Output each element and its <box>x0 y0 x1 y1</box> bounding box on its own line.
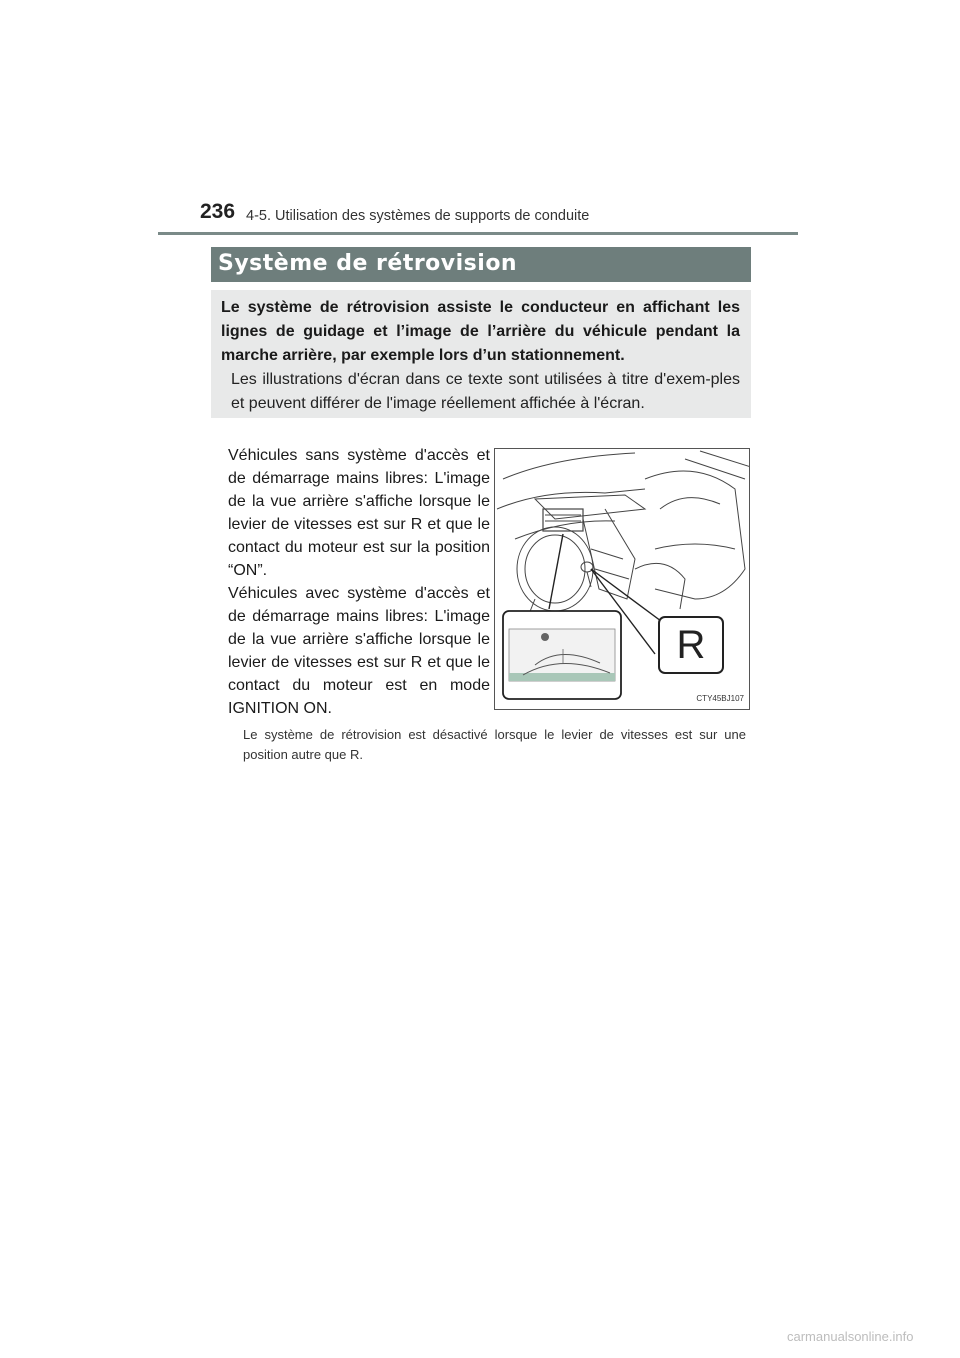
figure-code: CTY45BJ107 <box>696 694 744 703</box>
running-header: 4-5. Utilisation des systèmes de supports de conduite <box>246 208 590 224</box>
section-title: Système de rétrovision <box>218 251 518 276</box>
deactivation-note: Le système de rétrovision est désactivé lorsque le levier de vitesses est sur une position autre que R. <box>243 727 746 762</box>
paragraph-with-smart-key: Véhicules avec système d'accès et de démarrage mains libres: L'image de la vue arrière s'affiche lorsque le levier de vitesses est sur R et que le contact du moteur est en mode IGNITION ON. <box>228 585 490 717</box>
dashboard-illustration <box>494 448 750 710</box>
intro-note: Les illustrations d'écran dans ce texte sont utilisées à titre d'exem-ples et peuvent différer de l'image réellement affichée à l'écran. <box>231 371 740 412</box>
header-rule <box>158 232 798 235</box>
intro-summary: Le système de rétrovision assiste le conducteur en affichant les lignes de guidage et l’image de l’arrière du véhicule pendant la marche arrière, par exemple lors d’un stationnement. <box>221 299 740 364</box>
page-number: 236 <box>200 200 236 223</box>
gear-r-label: R <box>676 622 706 667</box>
watermark: carmanualsonline.info <box>787 1329 914 1344</box>
paragraph-without-smart-key: Véhicules sans système d'accès et de démarrage mains libres: L'image de la vue arrière s'affiche lorsque le levier de vitesses est sur R et que le contact du moteur est sur la position “ON”. <box>228 447 490 579</box>
